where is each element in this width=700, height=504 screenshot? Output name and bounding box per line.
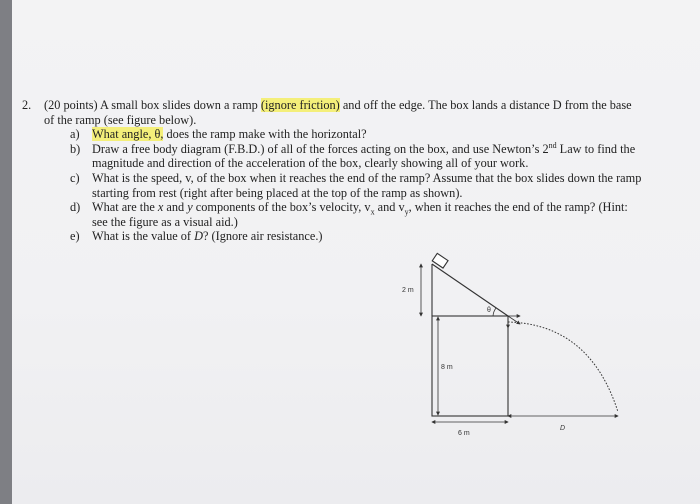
ramp-height-label: 2 m [402,287,414,294]
problem-2 [22,98,642,244]
table-height-label: 8 m [441,364,453,371]
width-label: 6 m [458,430,470,437]
ramp-figure [390,250,630,450]
highlight-ignore-friction: (ignore friction) [260,98,340,112]
part-b: b) Draw a free body diagram (F.B.D.) of all of the forces acting on the box, and use Newton’s 2nd Law to find the magnitude and direction of the acceleration of the box, clearly showing all of your work. [70,140,636,171]
problem-stem: (20 points) A small box slides down a ramp (ignore friction) and off the edge. The box lands a distance D from the base of the ramp (see figure below). a) What angle, θ, does the ramp make with the horizontal? b) Draw a free body diagram (F.B.D.) of all of the forces acting on the box, and use Newton’s 2nd Law to find the magnitude and direction of the acceleration of the box, clearly showing all of your work. c) What is the speed, v, of the box when it reaches the end of the ramp? Assume that the box slides down the ramp starting from rest (right after being placed at the top of the ramp as shown). d) What are the x and y components of the box’s velocity, $v_x$ and $v_y$, when it reaches the end of the ramp? (Hint: see the figure as a visual aid.) e) What is the value of D? (Ignore air resistance.) [44,98,642,244]
trajectory-path [508,322,618,412]
ramp-incline [432,264,508,316]
part-e: e) What is the value of D? (Ignore air resistance.) [70,229,323,244]
ramp-diagram [390,250,630,450]
part-a: a) What angle, θ, does the ramp make with the horizontal? [70,127,367,142]
highlight-what-angle: What angle, θ, [92,127,164,142]
part-d: d) What are the x and y components of the box’s velocity, $v_x$ and $v_y$, when it reaches the end of the ramp? (Hint: see the figure as a visual aid.) [70,200,628,229]
part-c: c) What is the speed, v, of the box when it reaches the end of the ramp? Assume that the box slides down the ramp starting from rest (right after being placed at the top of the ramp as shown). [70,170,642,200]
angle-label: θ [487,307,491,314]
angle-arc [493,308,496,316]
distance-d-label: D [560,425,566,432]
problem-number: 2. [22,98,32,112]
sub-question-list [70,127,642,244]
